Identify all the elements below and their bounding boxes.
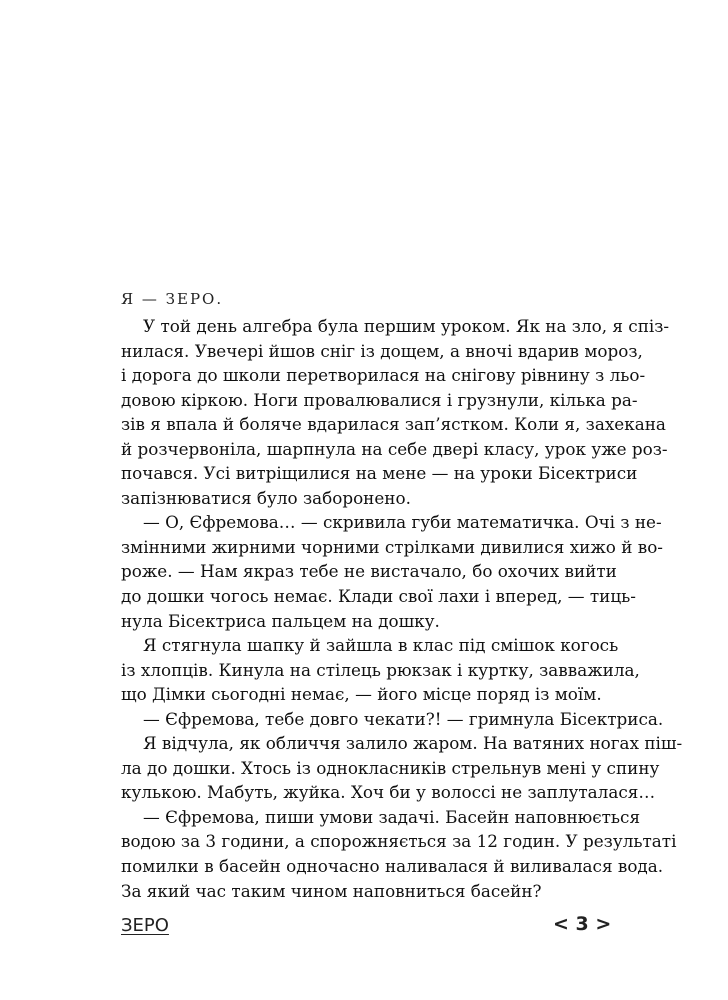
text-line: — Єфремова, тебе довго чекати?! — гримнула Бісектриса. [143,708,664,729]
text-line: і дорога до школи перетворилася на снігову рівнину з льо- [121,365,646,386]
text-line: Я стягнула шапку й зайшла в клас під смішок когось [143,635,619,656]
text-line: нула Бісектриса пальцем на дошку. [121,610,440,631]
text-line: Я відчула, як обличчя залило жаром. На ватяних ногах піш- [143,733,683,754]
page-bracket-close: > [595,913,612,935]
running-title: ЗЕРО [121,915,169,936]
text-line: почався. Усі витріщилися на мене — на уроки Бісектриси [121,463,638,484]
text-line: довою кіркою. Ноги провалювалися і грузнули, кілька ра- [121,389,638,410]
text-line: що Дімки сьогодні немає, — його місце поряд із моїм. [121,684,602,705]
text-line: кулькою. Мабуть, жуйка. Хоч би у волоссі не заплуталася… [121,782,656,803]
chapter-heading: Я — ЗЕРО. [121,290,224,308]
text-line: змінними жирними чорними стрілками дивилися хижо й во- [121,536,663,557]
text-line: ла до дошки. Хтось із однокласників стрельнув мені у спину [121,757,660,778]
text-line: із хлопців. Кинула на стілець рюкзак і куртку, завважила, [121,659,640,680]
page-bracket-open: < [553,913,569,935]
text-line: помилки в басейн одночасно наливалася й виливалася вода. [121,856,664,877]
text-line: й розчервоніла, шарпнула на себе двері класу, урок уже роз- [121,438,668,459]
text-line: нилася. Увечері йшов сніг із дощем, а вночі вдарив мороз, [121,340,643,361]
text-line: — О, Єфремова… — скривила губи математичка. Очі з не- [143,512,662,533]
text-line: запізнюватися було заборонено. [121,487,411,508]
text-line: За який час таким чином наповниться басейн? [121,880,542,901]
text-line: водою за 3 години, а спорожняється за 12 годин. У результаті [121,831,677,852]
page-number [553,913,611,935]
page-number-value: 3 [575,913,589,935]
text-line: У той день алгебра була першим уроком. Як на зло, я спіз- [143,316,670,336]
text-line: зів я впала й боляче вдарилася зап’ястком. Коли я, захекана [121,414,666,435]
text-line: — Єфремова, пиши умови задачі. Басейн наповнюється [143,806,641,827]
body-text [121,314,683,903]
text-line: роже. — Нам якраз тебе не вистачало, бо охочих вийти [121,561,617,582]
text-line: до дошки чогось немає. Клади свої лахи і вперед, — тиць- [121,586,636,607]
